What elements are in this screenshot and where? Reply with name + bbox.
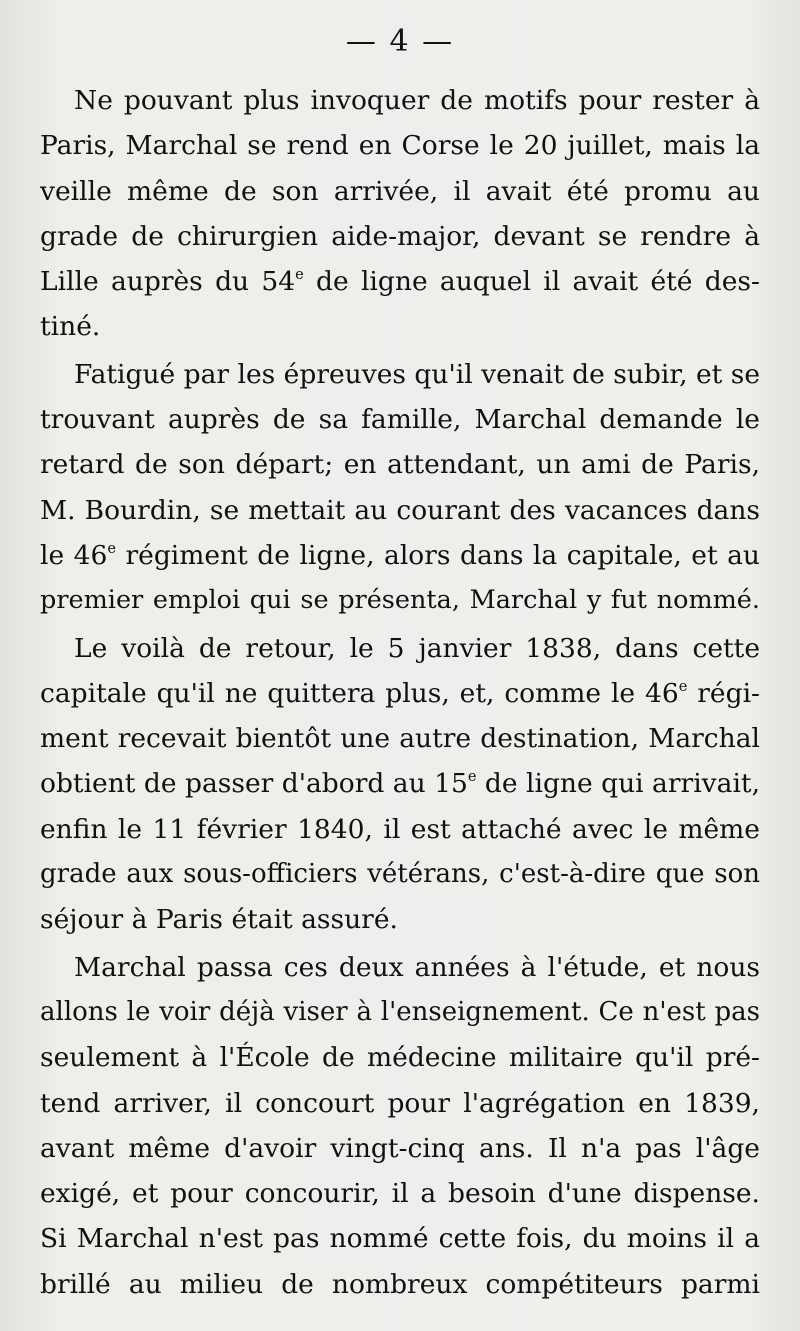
text-line	[40, 214, 760, 259]
text-segment: obtient de passer d'abord au 15	[40, 768, 468, 800]
text-segment: ment recevait bientôt une autre destination, Marchal	[40, 723, 760, 755]
text-line	[40, 1081, 760, 1126]
text-segment: premier emploi qui se présenta, Marchal y fut nommé.	[40, 585, 760, 616]
text-segment: avant même d'avoir vingt-cinq ans. Il n'a pas l'âge	[40, 1132, 760, 1164]
text-line	[40, 352, 760, 397]
text-segment: allons le voir déjà viser à l'enseignement. Ce n'est pas	[40, 996, 760, 1027]
text-line	[40, 852, 760, 897]
ordinal-superscript: e	[467, 768, 477, 786]
text-line	[40, 626, 760, 671]
text-segment: grade aux sous-officiers vétérans, c'est-à-dire que son	[40, 859, 760, 890]
paragraph	[40, 352, 760, 624]
text-segment: régi-	[687, 677, 760, 709]
text-segment: enfin le 11 février 1840, il est attaché avec le même	[40, 813, 760, 845]
text-line	[40, 1216, 760, 1261]
paragraph	[40, 626, 760, 943]
page-number: — 4 —	[345, 24, 455, 59]
text-segment: M. Bourdin, se mettait au courant des vacances dans	[40, 494, 760, 526]
text-segment: Si Marchal n'est pas nommé cette fois, du moins il a	[40, 1223, 760, 1255]
text-segment: veille même de son arrivée, il avait été promu au	[40, 175, 760, 207]
text-segment: séjour à Paris était assuré.	[40, 904, 398, 936]
text-line	[40, 897, 760, 942]
text-segment: tiné.	[40, 311, 101, 343]
text-segment: régiment de ligne, alors dans la capitale, et au	[116, 539, 760, 571]
text-segment: Lille auprès du 54	[40, 266, 296, 298]
text-line	[40, 533, 760, 578]
text-line	[40, 488, 760, 533]
text-line	[40, 761, 760, 806]
text-segment: brillé au milieu de nombreux compétiteurs parmi	[40, 1268, 760, 1300]
text-segment: de ligne qui arrivait,	[476, 768, 760, 800]
text-line	[40, 1171, 760, 1216]
text-line	[40, 1035, 760, 1080]
ordinal-superscript: e	[678, 677, 688, 695]
text-segment: Paris, Marchal se rend en Corse le 20 juillet, mais la	[40, 130, 760, 162]
body-text	[40, 78, 760, 1307]
text-line	[40, 78, 760, 123]
text-segment: Ne pouvant plus invoquer de motifs pour rester à	[74, 85, 760, 116]
text-line	[40, 807, 760, 852]
text-line	[40, 578, 760, 623]
text-line	[40, 397, 760, 442]
text-segment: de ligne auquel il avait été des-	[303, 266, 760, 298]
text-line	[40, 716, 760, 761]
text-segment: Fatigué par les épreuves qu'il venait de subir, et se	[74, 358, 760, 390]
text-line	[40, 945, 760, 990]
text-line	[40, 671, 760, 716]
text-segment: le 46	[40, 539, 108, 571]
text-line	[40, 123, 760, 168]
text-segment: Le voilà de retour, le 5 janvier 1838, dans cette	[74, 632, 760, 664]
text-line	[40, 304, 760, 349]
ordinal-superscript: e	[107, 540, 116, 558]
text-segment: tend arriver, il concourt pour l'agrégation en 1839,	[40, 1087, 760, 1119]
text-segment: capitale qu'il ne quittera plus, et, comme le 46	[40, 677, 679, 709]
text-line	[40, 1126, 760, 1171]
text-segment: seulement à l'École de médecine militaire qu'il pré-	[40, 1042, 760, 1074]
text-line	[40, 169, 760, 214]
text-line	[40, 442, 760, 487]
text-line	[40, 259, 760, 304]
text-segment: trouvant auprès de sa famille, Marchal demande le	[40, 404, 760, 436]
text-segment: retard de son départ; en attendant, un ami de Paris,	[40, 449, 760, 481]
text-line	[40, 990, 760, 1035]
paragraph	[40, 945, 760, 1307]
text-line	[40, 1262, 760, 1307]
paragraph	[40, 78, 760, 350]
text-segment: exigé, et pour concourir, il a besoin d'une dispense.	[40, 1178, 760, 1210]
text-segment: Marchal passa ces deux années à l'étude, et nous	[74, 951, 760, 983]
ordinal-superscript: e	[295, 266, 304, 284]
text-segment: grade de chirurgien aide-major, devant se rendre à	[40, 220, 760, 252]
